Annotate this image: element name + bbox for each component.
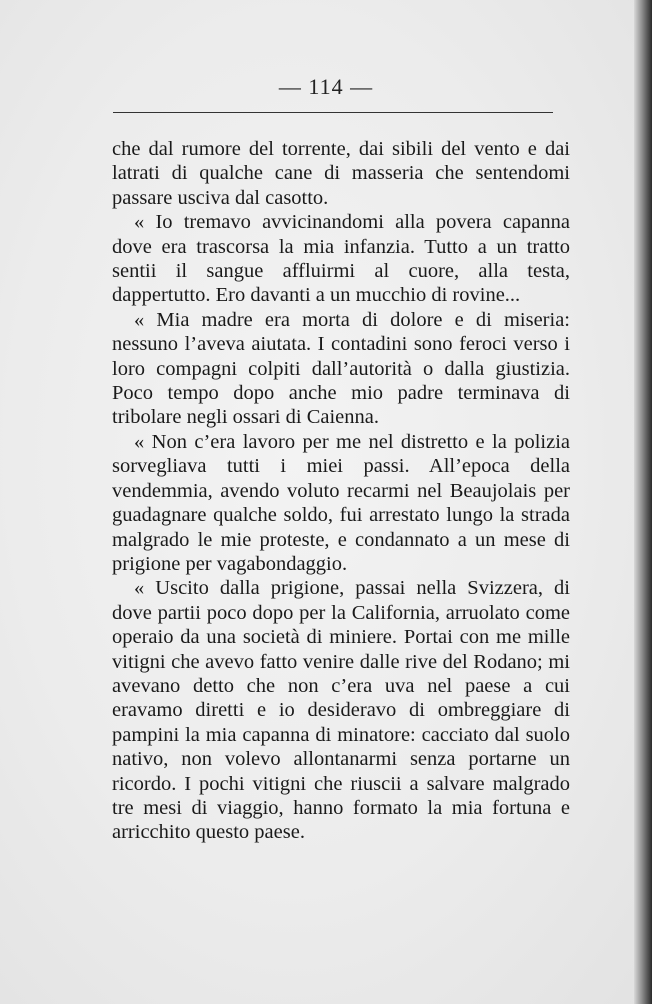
page-number: — 114 — xyxy=(278,74,374,99)
paragraph-1: che dal rumore del torrente, dai sibili del vento e dai latrati di qualche cane di masseria che sentendomi passare usciva dal casotto. xyxy=(112,138,570,209)
body-text xyxy=(112,137,570,845)
paragraph-3: « Mia madre era morta di dolore e di miseria: nessuno l’aveva aiutata. I contadini sono feroci verso i loro compagni colpiti dall’autorità o dalla giustizia. Poco tempo dopo anche mio padre terminava di tribolare negli ossari di Caienna. xyxy=(112,308,570,429)
paragraph-5: « Uscito dalla prigione, passai nella Svizzera, di dove partii poco dopo per la California, arruolato come operaio da una società di miniere. Portai con me mille vitigni che avevo fatto venire dalle rive del Rodano; mi avevano detto che non c’era uva nel paese a cui eravamo diretti e io desideravo di ombreggiare di pampini la mia capanna di minatore: cacciato dal suolo nativo, non volevo allontanarmi senza portarne un ricordo. I pochi vitigni che riuscii a salvare malgrado tre mesi di viaggio, hanno formato la mia fortuna e arricchito questo paese. xyxy=(112,577,570,844)
paragraph-2: « Io tremavo avvicinandomi alla povera capanna dove era trascorsa la mia infanzia. Tutto a un tratto sentii il sangue affluirmi al cuore, alla testa, dappertutto. Ero davanti a un mucchio di rovine... xyxy=(112,211,570,307)
page-binding-edge xyxy=(634,0,652,1004)
header-rule xyxy=(113,112,553,113)
paragraph-4: « Non c’era lavoro per me nel distretto e la polizia sorvegliava tutti i miei passi. All’epoca della vendemmia, avendo voluto recarmi nel Beaujolais per guadagnare qualche soldo, fui arrestato lungo la strada malgrado le mie proteste, e condannato a un mese di prigione per vagabondaggio. xyxy=(112,430,570,575)
